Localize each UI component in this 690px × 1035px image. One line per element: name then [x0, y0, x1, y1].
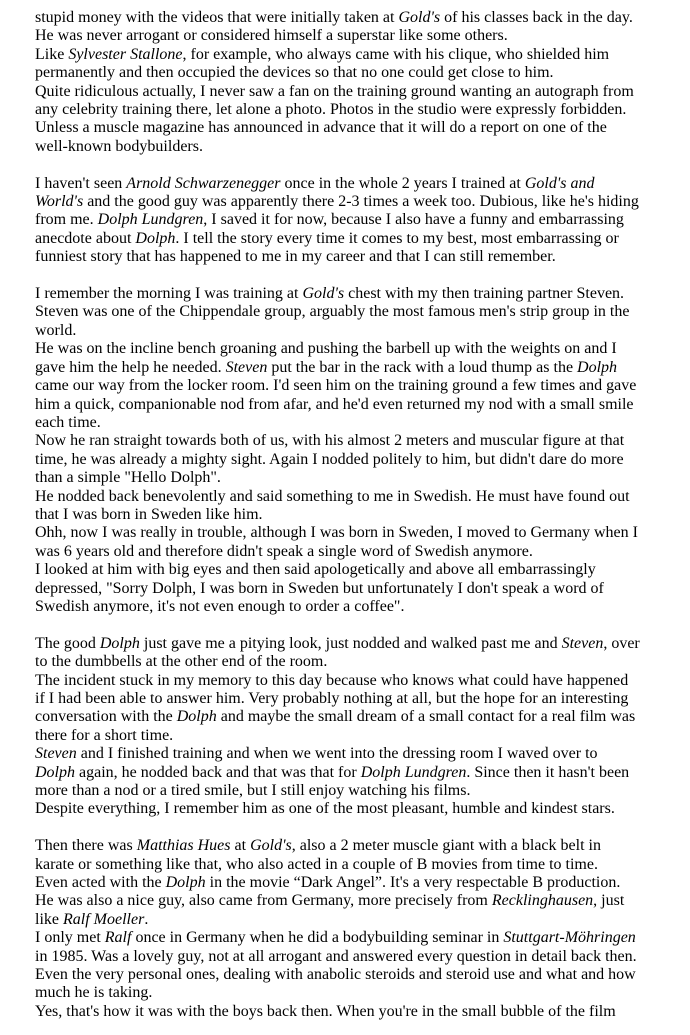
- text-line: I looked at him with big eyes and then said apologetically and above all embarrassingly: [35, 561, 596, 579]
- italic-proper-name: Gold's: [302, 285, 345, 303]
- text-line: depressed, "Sorry Dolph, I was born in Sweden but unfortunately I don't speak a word of: [35, 579, 604, 597]
- text-line: world.: [35, 321, 77, 339]
- italic-proper-name: Dolph: [577, 358, 618, 376]
- text-line: well-known bodybuilders.: [35, 137, 203, 155]
- text-line: if I had been able to answer him. Very probably nothing at all, but the hope for an interesting: [35, 689, 629, 707]
- text-line: much he is taking.: [35, 984, 153, 1002]
- italic-proper-name: Ralf: [104, 929, 132, 947]
- italic-proper-name: World's: [35, 193, 84, 211]
- text-line: Unless a muscle magazine has announced in advance that it will do a report on one of the: [35, 119, 607, 137]
- text-line: time, he was already a mighty sight. Again I nodded politely to him, but didn't dare do more: [35, 450, 624, 468]
- text-line: Then there was Matthias Hues at Gold's, also a 2 meter muscle giant with a black belt in: [35, 837, 601, 855]
- text-line: funniest story that has happened to me in my career and that I can still remember.: [35, 248, 556, 266]
- italic-proper-name: Ralf Moeller: [63, 910, 145, 928]
- text-line: I haven't seen Arnold Schwarzenegger once in the whole 2 years I trained at Gold's and: [35, 174, 595, 192]
- text-line: there for a short time.: [35, 726, 174, 744]
- text-line: that I was born in Sweden like him.: [35, 505, 263, 523]
- text-line: The good Dolph just gave me a pitying look, just nodded and walked past me and Steven, over: [35, 634, 640, 652]
- text-line: Now he ran straight towards both of us, with his almost 2 meters and muscular figure at that: [35, 432, 625, 450]
- text-line: conversation with the Dolph and maybe the small dream of a small contact for a real film was: [35, 708, 636, 726]
- paragraph: [35, 635, 676, 819]
- text-line: Even acted with the Dolph in the movie “Dark Angel”. It's a very respectable B production.: [35, 874, 621, 892]
- italic-proper-name: Gold's and: [524, 174, 595, 192]
- italic-proper-name: Dolph: [165, 874, 206, 892]
- text-line: like Ralf Moeller.: [35, 910, 149, 928]
- italic-proper-name: Dolph: [35, 763, 75, 781]
- text-line: any celebrity training there, let alone a photo. Photos in the studio were expressly forbidden.: [35, 101, 627, 119]
- text-line: came our way from the locker room. I'd seen him on the training ground a few times and gave: [35, 377, 637, 395]
- text-line: Quite ridiculous actually, I never saw a fan on the training ground wanting an autograph from: [35, 82, 634, 100]
- paragraph: [35, 175, 676, 267]
- text-line: karate or something like that, who also acted in a couple of B movies from time to time.: [35, 855, 598, 873]
- italic-proper-name: Recklinghausen: [491, 892, 594, 910]
- text-line: He nodded back benevolently and said something to me in Swedish. He must have found out: [35, 487, 630, 505]
- text-line: World's and the good guy was apparently there 2-3 times a week too. Dubious, like he's hiding: [35, 193, 639, 211]
- italic-proper-name: Gold's: [398, 9, 441, 26]
- text-line: The incident stuck in my memory to this day because who knows what could have happened: [35, 671, 629, 689]
- text-line: I remember the morning I was training at Gold's chest with my then training partner Steven.: [35, 285, 625, 303]
- text-line: gave him the help he needed. Steven put the bar in the rack with a loud thump as the Dolph: [35, 358, 618, 376]
- italic-proper-name: Matthias Hues: [136, 837, 231, 855]
- text-line: anecdote about Dolph. I tell the story every time it comes to my best, most embarrassing or: [35, 229, 619, 247]
- text-line: stupid money with the videos that were initially taken at Gold's of his classes back in the day.: [35, 9, 633, 26]
- document-text: [35, 9, 676, 1021]
- text-line: Swedish anymore, it's not even enough to order a coffee".: [35, 597, 405, 615]
- paragraph: [35, 9, 676, 156]
- italic-proper-name: Sylvester Stallone: [68, 45, 183, 63]
- italic-proper-name: Steven: [225, 358, 268, 376]
- text-line: than a simple "Hello Dolph".: [35, 469, 221, 487]
- text-line: in 1985. Was a lovely guy, not at all arrogant and answered every question in detail back then.: [35, 947, 637, 965]
- text-line: him a quick, companionable nod from afar, and he'd even returned my nod with a small smile: [35, 395, 634, 413]
- text-line: Dolph again, he nodded back and that was that for Dolph Lundgren. Since then it hasn't been: [35, 763, 630, 781]
- text-line: permanently and then occupied the devices so that no one could get close to him.: [35, 64, 554, 82]
- italic-proper-name: Stuttgart-Möhringen: [503, 929, 636, 947]
- text-line: more than a nod or a tired smile, but I still enjoy watching his films.: [35, 782, 471, 800]
- text-line: Despite everything, I remember him as one of the most pleasant, humble and kindest stars.: [35, 800, 615, 818]
- italic-proper-name: Dolph: [135, 229, 176, 247]
- text-line: Like Sylvester Stallone, for example, who always came with his clique, who shielded him: [35, 45, 610, 63]
- text-line: He was never arrogant or considered himself a superstar like some others.: [35, 27, 508, 45]
- text-line: Steven and I finished training and when we went into the dressing room I waved over to: [35, 745, 598, 763]
- text-line: He was on the incline bench groaning and pushing the barbell up with the weights on and I: [35, 340, 617, 358]
- text-line: was 6 years old and therefore didn't speak a single word of Swedish anymore.: [35, 542, 533, 560]
- text-line: I only met Ralf once in Germany when he did a bodybuilding seminar in Stuttgart-Möhringen: [35, 929, 636, 947]
- text-line: Yes, that's how it was with the boys back then. When you're in the small bubble of the film: [35, 1002, 616, 1020]
- italic-proper-name: Arnold Schwarzenegger: [126, 174, 281, 192]
- italic-proper-name: Steven: [561, 634, 604, 652]
- text-line: Steven was one of the Chippendale group, arguably the most famous men's strip group in the: [35, 303, 630, 321]
- italic-proper-name: Gold's: [250, 837, 292, 855]
- text-line: from me. Dolph Lundgren, I saved it for now, because I also have a funny and embarrassing: [35, 211, 624, 229]
- paragraph: [35, 285, 676, 616]
- italic-proper-name: Dolph: [176, 708, 217, 726]
- italic-proper-name: Dolph Lundgren: [97, 211, 204, 229]
- paragraph: [35, 837, 676, 1021]
- text-line: to the dumbbells at the other end of the room.: [35, 653, 328, 671]
- text-line: Even the very personal ones, dealing with anabolic steroids and steroid use and what and how: [35, 966, 636, 984]
- italic-proper-name: Dolph Lundgren: [360, 763, 467, 781]
- text-line: Ohh, now I was really in trouble, although I was born in Sweden, I moved to Germany when I: [35, 524, 638, 542]
- italic-proper-name: Steven: [35, 745, 77, 763]
- text-line: He was also a nice guy, also came from Germany, more precisely from Recklinghausen, just: [35, 892, 625, 910]
- italic-proper-name: Dolph: [99, 634, 140, 652]
- text-line: each time.: [35, 413, 101, 431]
